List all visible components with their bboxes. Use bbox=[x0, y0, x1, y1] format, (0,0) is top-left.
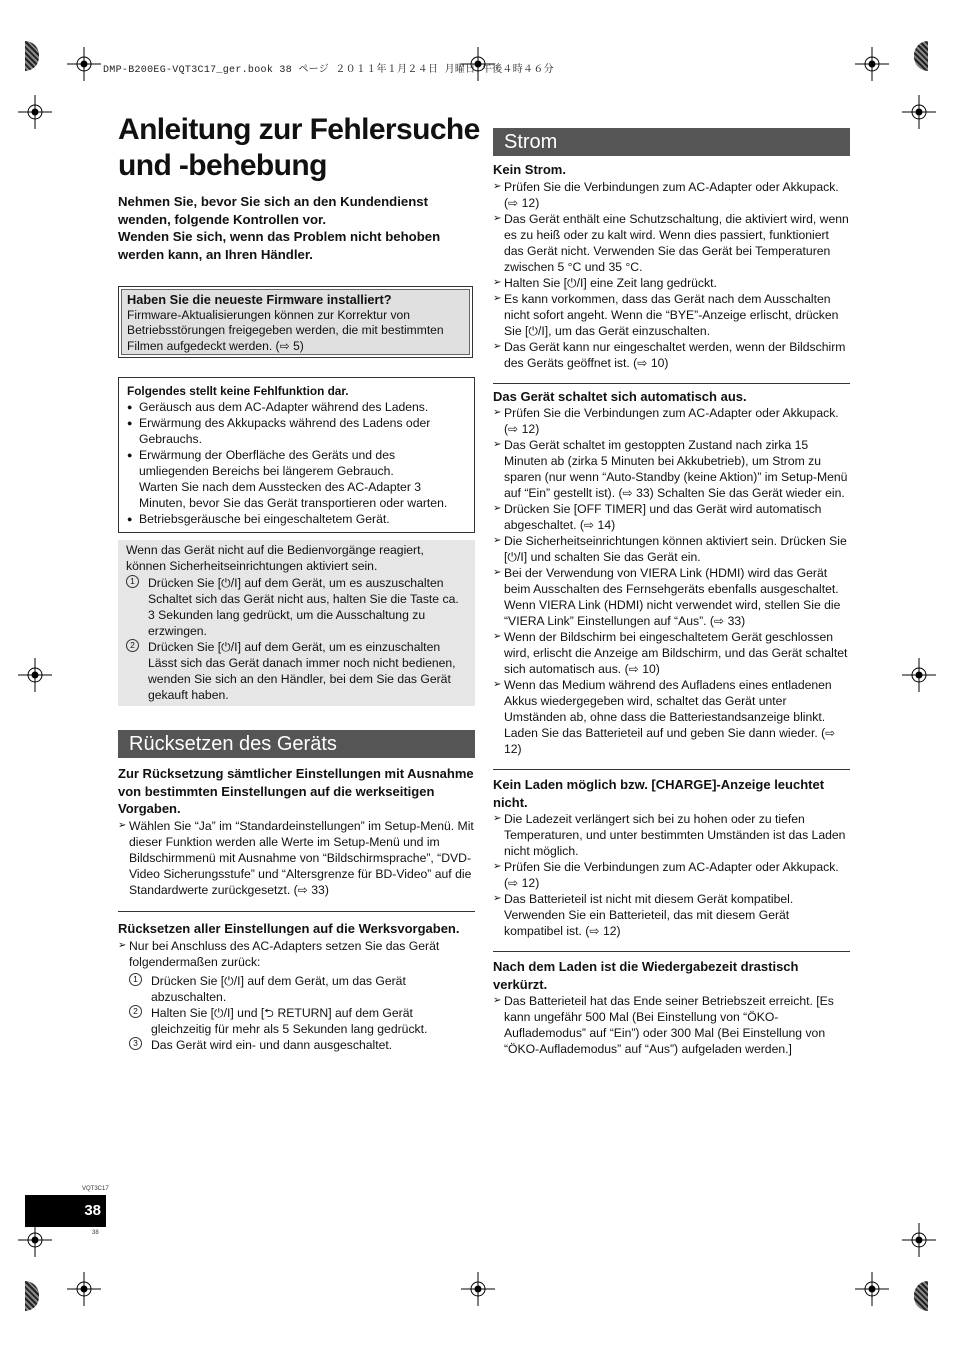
step-number: 1 bbox=[129, 973, 142, 986]
divider bbox=[493, 951, 850, 952]
step-text: Drücken Sie [⏻/I] auf dem Gerät, um das Gerät abzuschalten. bbox=[151, 974, 406, 1004]
small-page-number: 38 bbox=[92, 1230, 99, 1236]
list-item: ● Erwärmung des Akkupacks während des Ladens oder Gebrauchs. bbox=[127, 415, 466, 447]
unresponsive-intro: Wenn das Gerät nicht auf die Bedienvorgänge reagiert, können Sicherheitseinrichtungen aktiviert sein. bbox=[126, 543, 424, 573]
registration-mark-icon bbox=[67, 47, 101, 81]
registration-mark-icon bbox=[902, 658, 936, 692]
registration-mark-icon bbox=[461, 1272, 495, 1306]
step-number: 3 bbox=[129, 1037, 142, 1050]
divider bbox=[493, 769, 850, 770]
model-code: VQT3C17 bbox=[82, 1186, 109, 1192]
list-item: ➢ Das Gerät schaltet im gestoppten Zustand nach zirka 15 Minuten ab (zirka 5 Minuten bei Akkubetrieb), um Strom zu sparen (nur wenn “Auto-Standby (keine Aktion)” im Setup-Menü auf “Ein” gestellt ist). (⇨ 33) Schalten Sie das Gerät wieder ein. bbox=[493, 437, 850, 501]
group-heading: Das Gerät schaltet sich automatisch aus. bbox=[493, 388, 747, 404]
registration-mark-icon bbox=[67, 1272, 101, 1306]
section-header-strom: Strom bbox=[493, 128, 850, 156]
page-title-line2: und -behebung bbox=[118, 149, 327, 182]
step-text: Das Gerät wird ein- und dann ausgeschaltet. bbox=[151, 1038, 393, 1052]
list-item: ➢ Die Sicherheitseinrichtungen können aktiviert sein. Drücken Sie [⏻/I] und schalten Sie das Gerät ein. bbox=[493, 533, 850, 565]
strom-group-4 bbox=[493, 958, 850, 1057]
list-item: ➢ Bei der Verwendung von VIERA Link (HDMI) wird das Gerät beim Ausschalten des Fernsehgeräts ebenfalls ausgeschaltet. Wenn VIERA Link (HDMI) nicht verwendet wird, stellen Sie die “VIERA Link” Einstellungen auf “Aus”. (⇨ 33) bbox=[493, 565, 850, 629]
list-item: ➢ Wenn der Bildschirm bei eingeschaltetem Gerät geschlossen wird, erlischt die Anzeige am Bildschirm, und das Gerät schaltet sich automatisch aus. (⇨ 10) bbox=[493, 629, 850, 677]
step-item bbox=[126, 639, 467, 703]
file-header-line: DMP-B200EG-VQT3C17_ger.book 38 ページ ２０１１年１月２４日 月曜日 午後４時４６分 bbox=[103, 65, 554, 76]
registration-mark-icon bbox=[18, 95, 52, 129]
step-item bbox=[129, 1005, 475, 1037]
registration-mark-icon bbox=[855, 47, 889, 81]
no-malfunction-heading: Folgendes stellt keine Fehlfunktion dar. bbox=[127, 384, 349, 398]
no-malfunction-box bbox=[118, 377, 475, 533]
step-text: Drücken Sie [⏻/I] auf dem Gerät, um es einzuschalten Lässt sich das Gerät danach immer noch nicht bedienen, wenden Sie sich an den Händler, bei dem Sie das Gerät gekauft haben. bbox=[148, 640, 456, 702]
step-text: Halten Sie [⏻/I] und [⮌ RETURN] auf dem Gerät gleichzeitig für mehr als 5 Sekunden lang gedrückt. bbox=[151, 1006, 428, 1036]
step-number: 2 bbox=[126, 639, 139, 652]
list-item: ➢ Prüfen Sie die Verbindungen zum AC-Adapter oder Akkupack. (⇨ 12) bbox=[493, 859, 850, 891]
registration-mark-icon bbox=[855, 1272, 889, 1306]
strom-group-3 bbox=[493, 776, 850, 939]
strom-group-2 bbox=[493, 388, 850, 758]
corner-disc-icon bbox=[25, 41, 39, 71]
reset-sub1-text: ➢ Wählen Sie “Ja” im “Standardeinstellungen” im Setup-Menü. Mit dieser Funktion werden alle Werte im Setup-Menü und im Bildschirmmenü mit Ausnahme von “Bildschirmsprache”, “DVD-Video Sicherungsstufe” und “Altersgrenze für BD-Video” auf die Standardwerte zurückgesetzt. (⇨ 33) bbox=[118, 818, 475, 898]
registration-mark-icon bbox=[18, 1223, 52, 1257]
registration-mark-icon bbox=[902, 1223, 936, 1257]
list-item: ● Betriebsgeräusche bei eingeschaltetem Gerät. bbox=[127, 511, 466, 527]
corner-disc-icon bbox=[914, 41, 928, 71]
list-item-continuation: Warten Sie nach dem Ausstecken des AC-Adapter 3 Minuten, bevor Sie das Gerät transportieren oder warten. bbox=[139, 480, 448, 510]
divider bbox=[493, 383, 850, 384]
strom-group-1 bbox=[493, 161, 850, 371]
reset-sub2-text: ➢ Nur bei Anschluss des AC-Adapters setzen Sie das Gerät folgendermaßen zurück: bbox=[118, 938, 475, 970]
firmware-text: Firmware-Aktualisierungen können zur Korrektur von Betriebsstörungen freigegeben werden, die mit bestimmten Filmen aufgedeckt werden. (⇨ 5) bbox=[127, 307, 444, 353]
divider bbox=[118, 911, 475, 912]
list-item: ● Geräusch aus dem AC-Adapter während des Ladens. bbox=[127, 399, 466, 415]
list-item: ➢ Die Ladezeit verlängert sich bei zu hohen oder zu tiefen Temperaturen, und unter bestimmten Umständen ist das Laden nicht möglich. bbox=[493, 811, 850, 859]
list-item: ➢ Das Gerät enthält eine Schutzschaltung, die aktiviert wird, wenn es zu heiß oder zu kalt wird. Wenn dies passiert, funktioniert das Gerät nicht. Verwenden Sie das Gerät bei Temperaturen zwischen 5 °C und 35 °C. bbox=[493, 211, 850, 275]
page-title-line1: Anleitung zur Fehlersuche bbox=[118, 113, 480, 146]
step-item bbox=[129, 1037, 475, 1053]
reset-section-body bbox=[118, 765, 475, 1053]
page-title bbox=[118, 112, 488, 184]
firmware-notice-box bbox=[118, 286, 473, 358]
section-header-reset: Rücksetzen des Geräts bbox=[118, 730, 475, 758]
list-item: ➢ Es kann vorkommen, dass das Gerät nach dem Ausschalten nicht sofort angeht. Wenn die “BYE”-Anzeige erlischt, drücken Sie [⏻/I], um das Gerät einzuschalten. bbox=[493, 291, 850, 339]
page-number: 38 bbox=[25, 1195, 106, 1227]
strom-section-body bbox=[493, 161, 850, 1057]
list-item: ➢ Prüfen Sie die Verbindungen zum AC-Adapter oder Akkupack. (⇨ 12) bbox=[493, 179, 850, 211]
reset-sub1-heading: Zur Rücksetzung sämtlicher Einstellungen mit Ausnahme von bestimmten Einstellungen auf die werkseitigen Vorgaben. bbox=[118, 766, 474, 816]
group-heading: Kein Strom. bbox=[493, 162, 566, 177]
corner-disc-icon bbox=[25, 1281, 39, 1311]
group-heading: Kein Laden möglich bzw. [CHARGE]-Anzeige leuchtet nicht. bbox=[493, 777, 825, 810]
corner-disc-icon bbox=[914, 1281, 928, 1311]
step-number: 1 bbox=[126, 575, 139, 588]
unresponsive-device-box bbox=[118, 540, 475, 706]
step-item bbox=[126, 575, 467, 639]
list-item: ➢ Wenn das Medium während des Aufladens eines entladenen Akkus wiedergegeben wird, schaltet das Gerät unter Umständen ab, ohne dass die Batteriestandsanzeige blinkt. Laden Sie das Batterieteil auf und geben Sie dann wieder. (⇨ 12) bbox=[493, 677, 850, 757]
list-item: ➢ Das Gerät kann nur eingeschaltet werden, wenn der Bildschirm des Geräts geöffnet ist. (⇨ 10) bbox=[493, 339, 850, 371]
step-text: Drücken Sie [⏻/I] auf dem Gerät, um es auszuschalten Schaltet sich das Gerät nicht aus, halten Sie die Taste ca. 3 Sekunden lang gedrückt, um die Ausschaltung zu erzwingen. bbox=[148, 576, 459, 638]
intro-paragraph-1: Nehmen Sie, bevor Sie sich an den Kundendienst wenden, folgende Kontrollen vor. bbox=[118, 194, 428, 227]
list-item: ➢ Das Batterieteil ist nicht mit diesem Gerät kompatibel. Verwenden Sie ein Batterieteil, das mit diesem Gerät kompatibel ist. (⇨ 12) bbox=[493, 891, 850, 939]
intro-paragraph-2: Wenden Sie sich, wenn das Problem nicht behoben werden kann, an Ihren Händler. bbox=[118, 229, 441, 262]
registration-mark-icon bbox=[18, 658, 52, 692]
step-number: 2 bbox=[129, 1005, 142, 1018]
list-item: ● Erwärmung der Oberfläche des Geräts und des umliegenden Bereichs bei längerem Gebrauch. bbox=[127, 447, 466, 479]
list-item: ➢ Drücken Sie [OFF TIMER] und das Gerät wird automatisch abgeschaltet. (⇨ 14) bbox=[493, 501, 850, 533]
reset-sub2-heading: Rücksetzen aller Einstellungen auf die Werksvorgaben. bbox=[118, 920, 460, 936]
registration-mark-icon bbox=[902, 95, 936, 129]
step-item bbox=[129, 973, 475, 1005]
group-heading: Nach dem Laden ist die Wiedergabezeit drastisch verkürzt. bbox=[493, 959, 799, 992]
list-item: ➢ Das Batterieteil hat das Ende seiner Betriebszeit erreicht. [Es kann ungefähr 500 Mal (Bei Einstellung von “ÖKO-Auflademodus” auf “Ein”) oder 300 Mal (Bei Einstellung von “ÖKO-Auflademodus” auf “Aus”) aufgeladen werden.] bbox=[493, 993, 850, 1057]
list-item: ➢ Prüfen Sie die Verbindungen zum AC-Adapter oder Akkupack. (⇨ 12) bbox=[493, 405, 850, 437]
intro-text bbox=[118, 193, 478, 263]
firmware-heading: Haben Sie die neueste Firmware installiert? bbox=[127, 292, 392, 307]
list-item: ➢ Halten Sie [⏻/I] eine Zeit lang gedrückt. bbox=[493, 275, 850, 291]
reset-steps bbox=[118, 973, 475, 1053]
